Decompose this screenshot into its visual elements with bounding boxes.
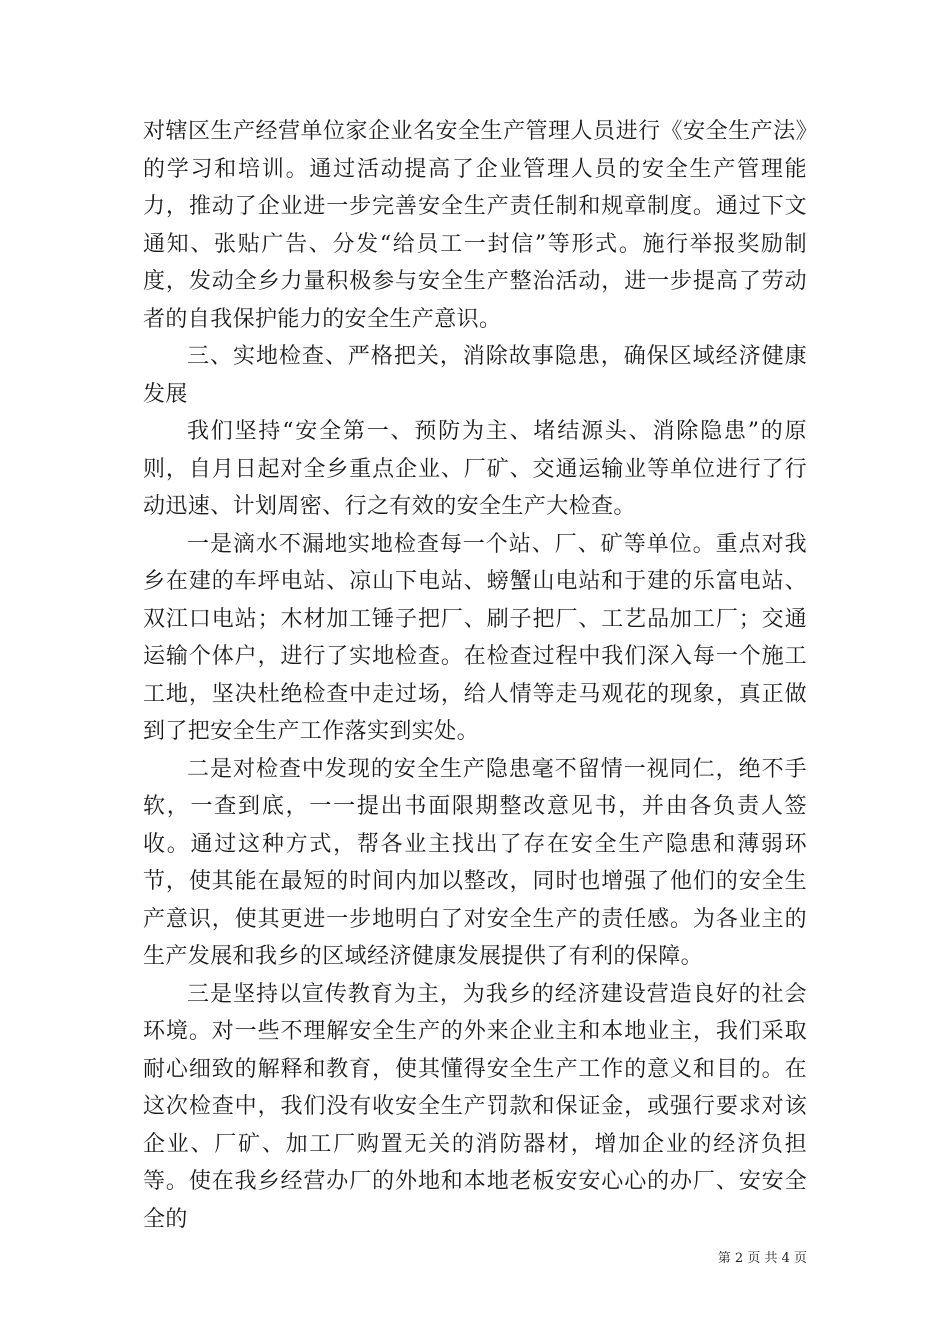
paragraph-point-two: 二是对检查中发现的安全生产隐患毫不留情一视同仁，绝不手软，一查到底，一一提出书面限期整改意见书，并由各负责人签收。通过这种方式，帮各业主找出了存在安全生产隐患和薄弱环节，使其能在最短的时间内加以整改，同时也增强了他们的安全生产意识，使其更进一步地明白了对安全生产的责任感。为各业主的生产发展和我乡的区域经济健康发展提供了有利的保障。	[143, 756, 807, 969]
paragraph-1: 对辖区生产经营单位家企业名安全生产管理人员进行《安全生产法》的学习和培训。通过活动提高了企业管理人员的安全生产管理能力，推动了企业进一步完善安全生产责任制和规章制度。通过下文通知、张贴广告、分发“给员工一封信”等形式。施行举报奖励制度，发动全乡力量积极参与安全生产整治活动，进一步提高了劳动者的自我保护能力的安全生产意识。	[143, 119, 807, 332]
document-body	[143, 113, 807, 1238]
section-heading: 三、实地检查、严格把关，消除故事隐患，确保区域经济健康发展	[143, 344, 807, 407]
page-number: 第 2 页 共 4 页	[717, 1251, 807, 1266]
paragraph-point-one: 一是滴水不漏地实地检查每一个站、厂、矿等单位。重点对我乡在建的车坪电站、凉山下电站、螃蟹山电站和于建的乐富电站、双江口电站；木材加工锤子把厂、刷子把厂、工艺品加工厂；交通运输个体户，进行了实地检查。在检查过程中我们深入每一个施工工地，坚决杜绝检查中走过场，给人情等走马观花的现象，真正做到了把安全生产工作落实到实处。	[143, 531, 807, 744]
paragraph-principle: 我们坚持“安全第一、预防为主、堵结源头、消除隐患”的原则，自月日起对全乡重点企业、厂矿、交通运输业等单位进行了行动迅速、计划周密、行之有效的安全生产大检查。	[143, 419, 807, 519]
paragraph-point-three: 三是坚持以宣传教育为主，为我乡的经济建设营造良好的社会环境。对一些不理解安全生产的外来企业主和本地业主，我们采取耐心细致的解释和教育，使其懂得安全生产工作的意义和目的。在这次检查中，我们没有收安全生产罚款和保证金，或强行要求对该企业、厂矿、加工厂购置无关的消防器材，增加企业的经济负担等。使在我乡经营办厂的外地和本地老板安安心心的办厂、安安全全的	[143, 981, 807, 1232]
